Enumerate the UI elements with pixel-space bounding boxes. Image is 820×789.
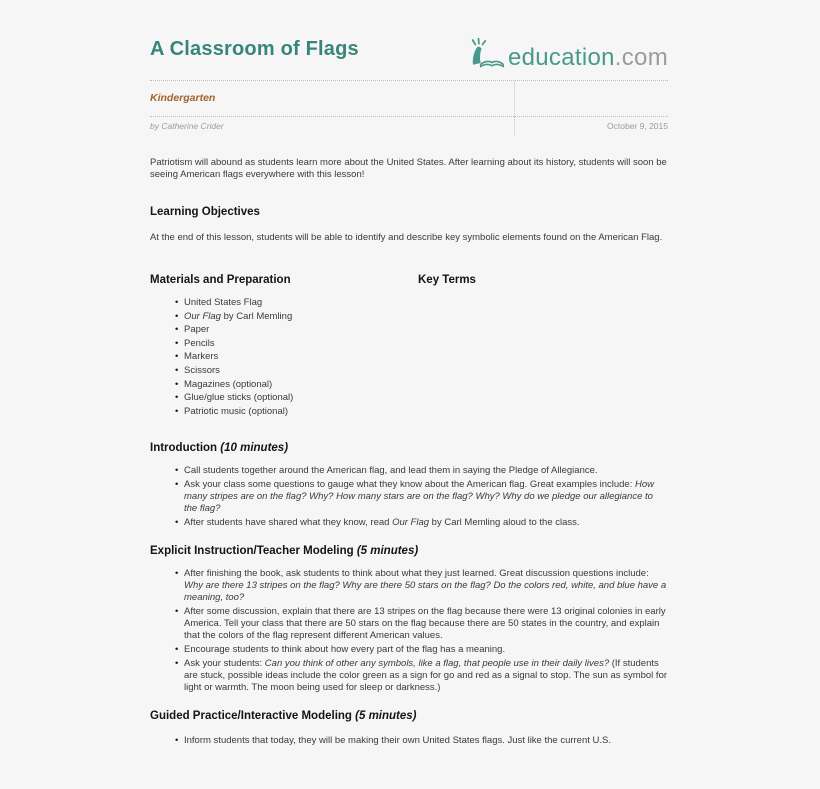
list-item: • After finishing the book, ask students to think about what they just learned. Great discussion questions include: Why are there 13 stripes on the flag? Why are there 50 stars on the flag? Do the colors red, white, and blue have a meaning, too? [175,568,668,604]
lead-paragraph: Patriotism will abound as students learn more about the United States. After learning about its history, students will soon be seeing American flags everywhere with this lesson! [150,157,667,180]
list-item: • Inform students that today, they will be making their own United States flags. Just like the current U.S. [175,735,668,747]
meta-empty-cell [514,81,668,116]
section-duration: (5 minutes) [355,710,417,723]
list-item: • Ask your students: Can you think of other any symbols, like a flag, that people use in their daily lives? (If students are stuck, possible ideas include the color green as a sign for go and red as a signal to stop. The sun as symbol for light or warmth. The moon being used for sleep or darkness.) [175,658,668,694]
section-duration: (5 minutes) [356,545,419,558]
materials-list [150,297,418,417]
guided-practice-heading [150,709,668,723]
document-header [150,37,668,70]
list-item: • Encourage students to think about how every part of the flag has a meaning. [175,644,668,656]
list-item: • Paper [175,324,418,335]
section-title: Explicit Instruction/Teacher Modeling [150,545,354,558]
author-byline: by Catherine Crider [150,116,514,136]
guided-practice-list [150,735,668,747]
education-logo [469,37,668,70]
list-item: • Magazines (optional) [175,379,418,390]
introduction-heading [150,441,668,455]
materials-keyterms-section [150,273,668,419]
key-terms-heading: Key Terms [418,274,476,286]
explicit-instruction-heading [150,544,668,558]
list-item: • United States Flag [175,297,418,308]
document [150,0,668,747]
open-book-logo-icon [469,37,505,70]
list-item: • Markers [175,351,418,362]
logo-wordmark [508,46,668,70]
materials-heading: Materials and Preparation [150,274,291,286]
section-duration: (10 minutes) [220,442,289,455]
publish-date: October 9, 2015 [514,116,668,136]
logo-tld: .com [614,44,668,71]
list-item: • Call students together around the American flag, and lead them in saying the Pledge of Allegiance. [175,465,668,477]
section-title: Introduction [150,442,218,455]
clipped-content [150,735,668,747]
page-title: A Classroom of Flags [150,38,359,60]
introduction-list [150,465,668,529]
section-title: Guided Practice/Interactive Modeling [150,710,352,723]
list-item: • Pencils [175,338,418,349]
list-item: • Glue/glue sticks (optional) [175,392,418,403]
list-item: • Patriotic music (optional) [175,406,418,417]
list-item: • Our Flag by Carl Memling [175,311,418,322]
learning-objectives-heading: Learning Objectives [150,206,260,218]
list-item: • Ask your class some questions to gauge what they know about the American flag. Great examples include: How many stripes are on the flag? Why? How many stars are on the flag? Why? Why do we pledge our allegiance to the flag? [175,479,668,515]
list-item: • After some discussion, explain that there are 13 stripes on the flag because there were 13 original colonies in early America. Tell your class that there are 50 stars on the flag because there are 50 states in the country, and explain that the colors of the flag represent different American values. [175,606,668,642]
meta-table [150,81,668,136]
key-terms-column [418,273,668,419]
list-item: • After students have shared what they know, read Our Flag by Carl Memling aloud to the class. [175,517,668,529]
list-item: • Scissors [175,365,418,376]
materials-column [150,273,418,419]
learning-objectives-body: At the end of this lesson, students will be able to identify and describe key symbolic elements found on the American Flag. [150,232,663,243]
logo-name: education [507,44,615,71]
explicit-instruction-list [150,568,668,694]
grade-label: Kindergarten [150,92,216,104]
